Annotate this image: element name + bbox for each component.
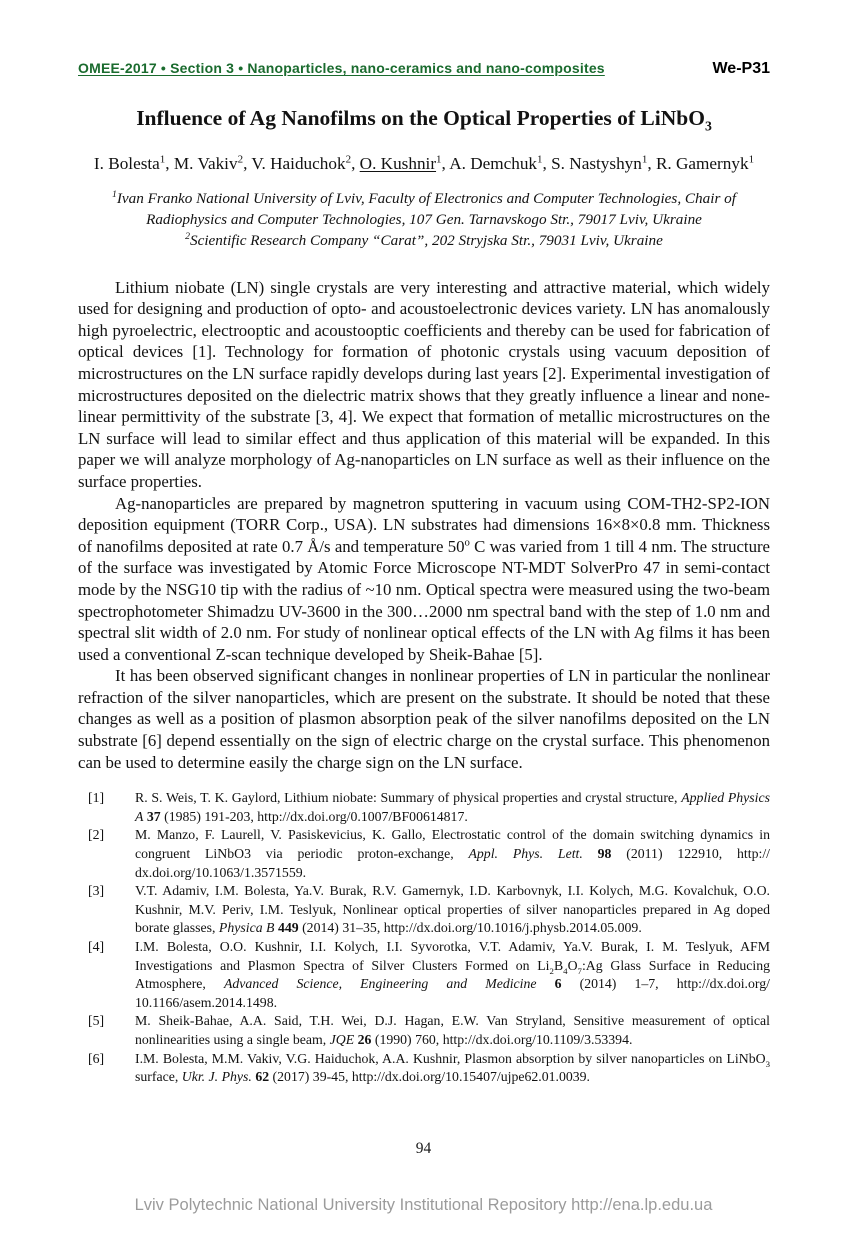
paper-title: Influence of Ag Nanofilms on the Optical Properties of LiNbO$_3$ bbox=[136, 106, 712, 134]
authors-line: I. Bolesta$^1$, M. Vakiv$^2$, V. Haiduchok$^2$, O. Kushnir$^1$, A. Demchuk$^1$, S. Nastyshyn$^1$, R. Gamernyk$^1$ bbox=[93, 153, 755, 173]
reference-text: I.M. Bolesta, M.M. Vakiv, V.G. Haiduchok, A.A. Kushnir, Plasmon absorption by silver nanoparticles on LiNbO$_3$ surface, Ukr. J. Phys. 62 (2017) 39-45, http://dx.doi.org/10.15407/ujpe62.01.0039. bbox=[135, 1050, 770, 1085]
running-header bbox=[78, 60, 770, 78]
reference-number: [5] bbox=[88, 1013, 105, 1029]
reference-number: [4] bbox=[88, 939, 105, 955]
abstract-body bbox=[78, 277, 770, 774]
reference-text: M. Manzo, F. Laurell, V. Pasiskevicius, K. Gallo, Electrostatic control of the domain switching dynamics in congruent LiNbO3 via periodic proton-exchange, Appl. Phys. Lett. 98 (2011) 122910, http:// dx.doi.org/10.1063/1.3571559. bbox=[135, 827, 770, 880]
page-number: 94 bbox=[415, 1140, 432, 1157]
affiliation-1: $^1$Ivan Franko National University of Lviv, Faculty of Electronics and Computer Technologies, Chair of Radiophysics and Computer Technologies, 107 Gen. Tarnavskogo Str., 79017 Lviv, Ukraine bbox=[112, 188, 736, 229]
conference-section-header: OMEE-2017 • Section 3 • Nanoparticles, nano-ceramics and nano-composites bbox=[78, 60, 605, 76]
reference-item bbox=[78, 1012, 770, 1049]
reference-number: [3] bbox=[88, 883, 105, 899]
reference-text: M. Sheik-Bahae, A.A. Said, T.H. Wei, D.J. Hagan, E.W. Van Stryland, Sensitive measurement of optical nonlinearities using a single beam, JQE 26 (1990) 760, http://dx.doi.org/10.1109/3.53394. bbox=[135, 1013, 770, 1047]
reference-number: [6] bbox=[88, 1050, 105, 1066]
reference-text: R. S. Weis, T. K. Gaylord, Lithium niobate: Summary of physical properties and crystal structure, Applied Physics A 37 (1985) 191-203, http://dx.doi.org/0.1007/BF00614817. bbox=[135, 790, 770, 824]
reference-item bbox=[78, 789, 770, 826]
reference-item bbox=[78, 826, 770, 882]
reference-item bbox=[78, 882, 770, 938]
abstract-paragraph: Ag-nanoparticles are prepared by magnetron sputtering in vacuum using COM-TH2-SP2-ION deposition equipment (TORR Corp., USA). LN substrates had dimensions 16×8×0.8 mm. Thickness of nanofilms deposited at rate 0.7 Å/s and temperature 50$^o$ C was varied from 1 till 4 nm. The structure of the surface was investigated by Atomic Force Microscope NT-MDT SolverPro 47 in semi-contact mode by the NSG10 tip with the radius of ~10 nm. Optical spectra were measured using the two-beam spectrophotometer Shimadzu UV-3600 in the 300…2000 nm spectral band with the step of 1.0 nm and spectral slit width of 2.0 nm. For study of nonlinear optical effects of the LN with Ag films it has been used a conventional Z-scan technique developed by Sheik-Bahae [5]. bbox=[78, 493, 771, 664]
affiliation-2: $^2$Scientific Research Company “Carat”, 202 Stryjska Str., 79031 Lviv, Ukraine bbox=[185, 231, 663, 250]
abstract-paragraph: Lithium niobate (LN) single crystals are very interesting and attractive material, which widely used for designing and production of opto- and acoustoelectronic devices variety. LN has anomalously high pyroelectric, electrooptic and acoustooptic coefficients and thereby can be used for fabrication of optical devices [1]. Technology for formation of photonic crystals using vacuum deposition of microstructures on the LN surface rapidly develops during last years [2]. Experimental investigation of microstructures deposited on the dielectric matrix shows that they greatly influence a linear and none-linear permittivity of the substrate [3, 4]. We expect that formation of metallic microstructures on the LN surface will lead to similar effect and thus application of this material will be expanded. In this paper we will analyze morphology of Ag-nanoparticles on LN surface as well as their influence on the surface properties. bbox=[78, 277, 770, 491]
abstract-paragraph: It has been observed significant changes in nonlinear properties of LN in particular the nonlinear refraction of the silver nanoparticles, which are present on the substrate. It should be noted that these changes as well as a position of plasmon absorption peak of the silver nanofilms deposited on the LN substrate [6] depend essentially on the sign of electric charge on the crystal surface. This phenomenon can be used to determine easily the charge sign on the LN surface. bbox=[78, 666, 770, 772]
reference-text: V.T. Adamiv, I.M. Bolesta, Ya.V. Burak, R.V. Gamernyk, I.D. Karbovnyk, I.I. Kolych, M.G. Kovalchuk, O.O. Kushnir, M.V. Periv, I.M. Teslyuk, Nonlinear optical properties of silver nanoparticles prepared in Ag doped borate glasses, Physica B 449 (2014) 31–35, http://dx.doi.org/10.1016/j.physb.2014.05.009. bbox=[135, 883, 770, 936]
paper-code: We-P31 bbox=[712, 60, 770, 77]
reference-text: I.M. Bolesta, O.O. Kushnir, I.I. Kolych, I.I. Syvorotka, V.T. Adamiv, Ya.V. Burak, I. M. Teslyuk, AFM Investigations and Plasmon Spectra of Silver Clusters Formed on $Li_2B_4O_7:Ag$ Glass Surface in Reducing Atmosphere, Advanced Science, Engineering and Medicine 6 (2014) 1–7, http://dx.doi.org/ 10.1166/asem.2014.1498. bbox=[135, 939, 770, 1010]
reference-number: [1] bbox=[88, 790, 105, 806]
references-list bbox=[78, 789, 770, 1087]
affiliations-block bbox=[78, 188, 770, 252]
reference-item bbox=[78, 1050, 770, 1087]
reference-item bbox=[78, 938, 770, 1012]
repository-footer: Lviv Polytechnic National University Institutional Repository http://ena.lp.edu.ua bbox=[134, 1196, 713, 1214]
reference-number: [2] bbox=[88, 827, 105, 843]
